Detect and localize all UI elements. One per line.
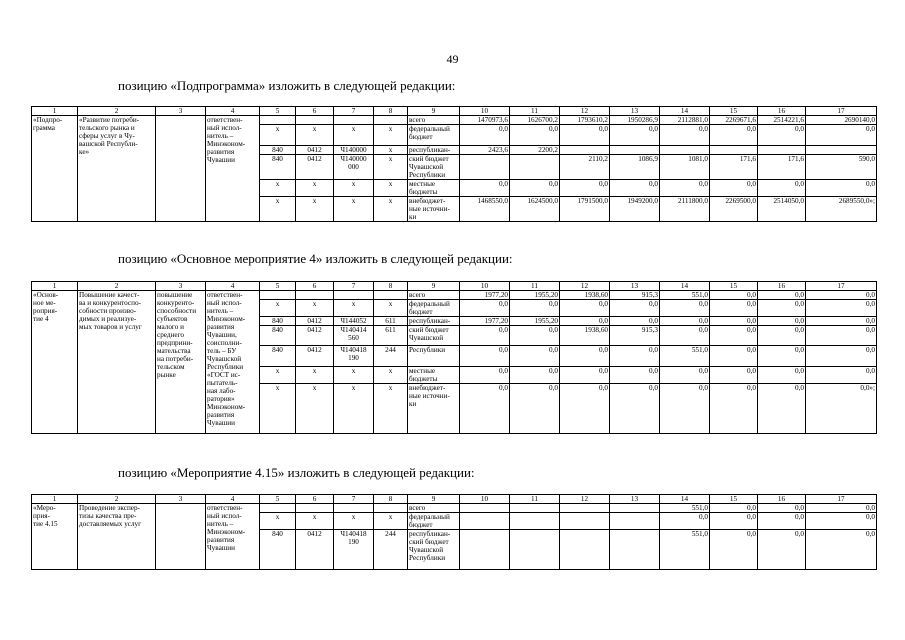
name-cell: Повышение качест- ва и конкурентоспо- собности произво- димых и реализуе- мых товаров и услуг xyxy=(78,291,156,434)
amount-cell-year-2 xyxy=(510,155,560,180)
amount-cell-year-6: 0,0 xyxy=(710,291,758,300)
heading-main-activity-4: позицию «Основное мероприятие 4» изложить в следующей редакции: xyxy=(118,251,513,266)
amount-cell-year-2: 0,0 xyxy=(510,125,560,146)
column-number-13: 13 xyxy=(610,495,660,504)
section-code-cell xyxy=(296,291,334,300)
goal-cell xyxy=(156,504,206,570)
column-number-9: 9 xyxy=(408,282,460,291)
amount-cell-year-8: 0,0 xyxy=(806,326,877,346)
funding-source-cell: федеральный бюджет xyxy=(408,513,460,530)
target-article-cell: Ч144052 xyxy=(334,317,374,326)
target-article-cell xyxy=(334,116,374,125)
section-code-cell: x xyxy=(296,125,334,146)
column-number-2: 2 xyxy=(78,282,156,291)
column-number-12: 12 xyxy=(560,107,610,116)
status-cell: «Подпро- грамма xyxy=(32,116,78,222)
column-number-7: 7 xyxy=(334,282,374,291)
amount-cell-year-3: 0,0 xyxy=(560,300,610,317)
column-number-5: 5 xyxy=(260,495,296,504)
funding-source-cell: республикан- xyxy=(408,146,460,155)
section-code-cell: 0412 xyxy=(296,346,334,367)
amount-cell-year-2: 1955,20 xyxy=(510,291,560,300)
amount-cell-year-3 xyxy=(560,146,610,155)
column-number-15: 15 xyxy=(710,282,758,291)
executor-cell: ответствен- ный испол- нитель – Минэконом- развития Чувашии xyxy=(206,504,260,570)
amount-cell-year-7: 0,0 xyxy=(758,180,806,197)
amount-cell-year-8 xyxy=(806,146,877,155)
column-number-9: 9 xyxy=(408,495,460,504)
amount-cell-year-3 xyxy=(560,530,610,570)
amount-cell-year-6: 0,0 xyxy=(710,125,758,146)
column-number-10: 10 xyxy=(460,495,510,504)
column-number-10: 10 xyxy=(460,107,510,116)
grbs-code-cell: x xyxy=(260,384,296,434)
amount-cell-year-6: 0,0 xyxy=(710,180,758,197)
section-code-cell: x xyxy=(296,367,334,384)
amount-cell-year-4: 0,0 xyxy=(610,384,660,434)
target-article-cell: x xyxy=(334,384,374,434)
amount-cell-year-4: 0,0 xyxy=(610,317,660,326)
expense-type-cell: x xyxy=(374,300,408,317)
expense-type-cell: 611 xyxy=(374,326,408,346)
amount-cell-year-1: 0,0 xyxy=(460,346,510,367)
column-number-6: 6 xyxy=(296,495,334,504)
funding-source-cell: местные бюджеты xyxy=(408,367,460,384)
amount-cell-year-5: 0,0 xyxy=(660,513,710,530)
grbs-code-cell: x xyxy=(260,300,296,317)
amount-cell-year-3: 0,0 xyxy=(560,384,610,434)
expense-type-cell: x xyxy=(374,180,408,197)
amount-cell-year-6: 0,0 xyxy=(710,300,758,317)
column-number-3: 3 xyxy=(156,495,206,504)
amount-cell-year-8: 0,0 xyxy=(806,513,877,530)
amount-cell-year-1: 1977,20 xyxy=(460,317,510,326)
name-cell: Проведение экспер- тизы качества пре- доставляемых услуг xyxy=(78,504,156,570)
column-number-9: 9 xyxy=(408,107,460,116)
amount-cell-year-1: 1468550,0 xyxy=(460,197,510,222)
amount-cell-year-7: 0,0 xyxy=(758,384,806,434)
amount-cell-year-6: 0,0 xyxy=(710,367,758,384)
amount-cell-year-2: 0,0 xyxy=(510,367,560,384)
amount-cell-year-1: 0,0 xyxy=(460,300,510,317)
amount-cell-year-6: 0,0 xyxy=(710,504,758,513)
expense-type-cell: 244 xyxy=(374,346,408,367)
funding-source-cell: всего xyxy=(408,504,460,513)
expense-type-cell xyxy=(374,116,408,125)
amount-cell-year-8: 0,0»; xyxy=(806,384,877,434)
target-article-cell: x xyxy=(334,197,374,222)
amount-cell-year-1 xyxy=(460,155,510,180)
amount-cell-year-8: 590,0 xyxy=(806,155,877,180)
column-number-14: 14 xyxy=(660,282,710,291)
amount-cell-year-3: 0,0 xyxy=(560,317,610,326)
target-article-cell: Ч140414 560 xyxy=(334,326,374,346)
amount-cell-year-3: 0,0 xyxy=(560,346,610,367)
column-number-16: 16 xyxy=(758,282,806,291)
amount-cell-year-4: 915,3 xyxy=(610,291,660,300)
section-code-cell: x xyxy=(296,513,334,530)
amount-cell-year-8: 0,0 xyxy=(806,180,877,197)
column-number-16: 16 xyxy=(758,107,806,116)
grbs-code-cell: 840 xyxy=(260,146,296,155)
amount-cell-year-8: 0,0 xyxy=(806,317,877,326)
section-code-cell: x xyxy=(296,197,334,222)
amount-cell-year-8: 0,0 xyxy=(806,291,877,300)
expense-type-cell: x xyxy=(374,146,408,155)
amount-cell-year-5: 2111800,0 xyxy=(660,197,710,222)
amount-cell-year-2 xyxy=(510,530,560,570)
column-number-4: 4 xyxy=(206,282,260,291)
amount-cell-year-6: 0,0 xyxy=(710,530,758,570)
amount-cell-year-6 xyxy=(710,146,758,155)
section-code-cell: x xyxy=(296,300,334,317)
column-number-4: 4 xyxy=(206,107,260,116)
expense-type-cell: 611 xyxy=(374,317,408,326)
funding-source-cell: федеральный бюджет xyxy=(408,125,460,146)
column-number-12: 12 xyxy=(560,282,610,291)
grbs-code-cell: 840 xyxy=(260,346,296,367)
column-number-4: 4 xyxy=(206,495,260,504)
column-number-7: 7 xyxy=(334,495,374,504)
amount-cell-year-2: 1626700,2 xyxy=(510,116,560,125)
column-number-2: 2 xyxy=(78,495,156,504)
amount-cell-year-5: 0,0 xyxy=(660,180,710,197)
amount-cell-year-4: 0,0 xyxy=(610,180,660,197)
column-number-15: 15 xyxy=(710,495,758,504)
amount-cell-year-1: 2423,6 xyxy=(460,146,510,155)
column-number-13: 13 xyxy=(610,282,660,291)
amount-cell-year-7 xyxy=(758,146,806,155)
amount-cell-year-7: 171,6 xyxy=(758,155,806,180)
amount-cell-year-2: 0,0 xyxy=(510,326,560,346)
column-number-14: 14 xyxy=(660,107,710,116)
column-number-16: 16 xyxy=(758,495,806,504)
amount-cell-year-7: 0,0 xyxy=(758,317,806,326)
amount-cell-year-2 xyxy=(510,513,560,530)
amount-cell-year-3 xyxy=(560,513,610,530)
status-cell: «Основ- ное ме- роприя- тие 4 xyxy=(32,291,78,434)
amount-cell-year-5: 551,0 xyxy=(660,504,710,513)
amount-cell-year-4: 1949200,0 xyxy=(610,197,660,222)
column-number-8: 8 xyxy=(374,282,408,291)
amount-cell-year-7: 0,0 xyxy=(758,300,806,317)
target-article-cell xyxy=(334,291,374,300)
amount-cell-year-3 xyxy=(560,504,610,513)
amount-cell-year-3: 1938,60 xyxy=(560,326,610,346)
column-number-10: 10 xyxy=(460,282,510,291)
target-article-cell: Ч140418 190 xyxy=(334,346,374,367)
amount-cell-year-2: 0,0 xyxy=(510,346,560,367)
amount-cell-year-6: 0,0 xyxy=(710,326,758,346)
amount-cell-year-5: 551,0 xyxy=(660,530,710,570)
funding-source-cell: ский бюджет Чувашской Республики xyxy=(408,155,460,180)
grbs-code-cell xyxy=(260,291,296,300)
table-row xyxy=(32,504,877,513)
column-number-17: 17 xyxy=(806,495,877,504)
amount-cell-year-5: 2112881,0 xyxy=(660,116,710,125)
section-code-cell: x xyxy=(296,384,334,434)
amount-cell-year-1 xyxy=(460,504,510,513)
column-number-17: 17 xyxy=(806,282,877,291)
amount-cell-year-5: 551,0 xyxy=(660,291,710,300)
funding-source-cell: внебюджет- ные источни- ки xyxy=(408,197,460,222)
target-article-cell: x xyxy=(334,180,374,197)
amount-cell-year-1 xyxy=(460,530,510,570)
amount-cell-year-1 xyxy=(460,513,510,530)
amount-cell-year-7: 0,0 xyxy=(758,291,806,300)
section-code-cell xyxy=(296,116,334,125)
column-number-6: 6 xyxy=(296,282,334,291)
amount-cell-year-7: 0,0 xyxy=(758,513,806,530)
amount-cell-year-1: 0,0 xyxy=(460,367,510,384)
column-number-3: 3 xyxy=(156,107,206,116)
target-article-cell: x xyxy=(334,513,374,530)
amount-cell-year-3: 2110,2 xyxy=(560,155,610,180)
amount-cell-year-8: 0,0 xyxy=(806,530,877,570)
target-article-cell xyxy=(334,504,374,513)
column-number-8: 8 xyxy=(374,107,408,116)
grbs-code-cell: 840 xyxy=(260,155,296,180)
column-number-3: 3 xyxy=(156,282,206,291)
amount-cell-year-1: 0,0 xyxy=(460,384,510,434)
target-article-cell: x xyxy=(334,300,374,317)
funding-source-cell: республикан- xyxy=(408,317,460,326)
section-code-cell: 0412 xyxy=(296,146,334,155)
expense-type-cell: x xyxy=(374,197,408,222)
goal-cell xyxy=(156,116,206,222)
amount-cell-year-2: 0,0 xyxy=(510,180,560,197)
amount-cell-year-8: 0,0 xyxy=(806,504,877,513)
target-article-cell: x xyxy=(334,125,374,146)
amount-cell-year-8: 0,0 xyxy=(806,125,877,146)
grbs-code-cell: 840 xyxy=(260,317,296,326)
amount-cell-year-7: 0,0 xyxy=(758,530,806,570)
amount-cell-year-5: 0,0 xyxy=(660,326,710,346)
grbs-code-cell: 840 xyxy=(260,326,296,346)
column-number-6: 6 xyxy=(296,107,334,116)
grbs-code-cell xyxy=(260,116,296,125)
amount-cell-year-7: 2514050,0 xyxy=(758,197,806,222)
amount-cell-year-6: 0,0 xyxy=(710,513,758,530)
amount-cell-year-7: 2514221,6 xyxy=(758,116,806,125)
amount-cell-year-5: 0,0 xyxy=(660,384,710,434)
amount-cell-year-3: 0,0 xyxy=(560,367,610,384)
amount-cell-year-6: 0,0 xyxy=(710,346,758,367)
amount-cell-year-4 xyxy=(610,504,660,513)
section-code-cell: x xyxy=(296,180,334,197)
amount-cell-year-5: 1081,0 xyxy=(660,155,710,180)
amount-cell-year-2: 0,0 xyxy=(510,384,560,434)
funding-source-cell: республикан- ский бюджет Чувашской Республики xyxy=(408,530,460,570)
section-code-cell: 0412 xyxy=(296,317,334,326)
grbs-code-cell: x xyxy=(260,197,296,222)
amount-cell-year-4: 0,0 xyxy=(610,125,660,146)
funding-source-cell: ский бюджет Чувашской xyxy=(408,326,460,346)
amount-cell-year-3: 0,0 xyxy=(560,180,610,197)
grbs-code-cell xyxy=(260,504,296,513)
amount-cell-year-1: 1470973,6 xyxy=(460,116,510,125)
column-number-14: 14 xyxy=(660,495,710,504)
amount-cell-year-5: 551,0 xyxy=(660,346,710,367)
amount-cell-year-5: 0,0 xyxy=(660,125,710,146)
amount-cell-year-3: 0,0 xyxy=(560,125,610,146)
amount-cell-year-2: 1624500,0 xyxy=(510,197,560,222)
amount-cell-year-4: 1950286,9 xyxy=(610,116,660,125)
grbs-code-cell: x xyxy=(260,180,296,197)
expense-type-cell: x xyxy=(374,155,408,180)
grbs-code-cell: x xyxy=(260,367,296,384)
heading-subprogram: позицию «Подпрограмма» изложить в следующей редакции: xyxy=(118,78,456,93)
target-article-cell: Ч140418 190 xyxy=(334,530,374,570)
executor-cell: ответствен- ный испол- нитель – Минэконом- развития Чувашии xyxy=(206,116,260,222)
expense-type-cell xyxy=(374,504,408,513)
column-number-2: 2 xyxy=(78,107,156,116)
amount-cell-year-4: 0,0 xyxy=(610,300,660,317)
amount-cell-year-2: 1955,20 xyxy=(510,317,560,326)
amount-cell-year-4 xyxy=(610,513,660,530)
column-number-11: 11 xyxy=(510,107,560,116)
expense-type-cell: x xyxy=(374,367,408,384)
amount-cell-year-6: 0,0 xyxy=(710,317,758,326)
target-article-cell: Ч140000 xyxy=(334,146,374,155)
column-number-1: 1 xyxy=(32,107,78,116)
expense-type-cell xyxy=(374,291,408,300)
amount-cell-year-6: 2269671,6 xyxy=(710,116,758,125)
funding-source-cell: Республики xyxy=(408,346,460,367)
column-number-5: 5 xyxy=(260,282,296,291)
amount-cell-year-3: 1793610,2 xyxy=(560,116,610,125)
column-number-11: 11 xyxy=(510,282,560,291)
target-article-cell: x xyxy=(334,367,374,384)
expense-type-cell: x xyxy=(374,513,408,530)
amount-cell-year-6: 2269500,0 xyxy=(710,197,758,222)
amount-cell-year-7: 0,0 xyxy=(758,367,806,384)
amount-cell-year-4: 1086,9 xyxy=(610,155,660,180)
goal-cell: повышение конкуренто- способности субъектов малого и среднего предприни- мательства на потреби- тельском рынке xyxy=(156,291,206,434)
funding-source-cell: внебюджет- ные источни- ки xyxy=(408,384,460,434)
amount-cell-year-1: 0,0 xyxy=(460,326,510,346)
grbs-code-cell: 840 xyxy=(260,530,296,570)
amount-cell-year-8: 0,0 xyxy=(806,300,877,317)
grbs-code-cell: x xyxy=(260,513,296,530)
grbs-code-cell: x xyxy=(260,125,296,146)
amount-cell-year-8: 0,0 xyxy=(806,367,877,384)
amount-cell-year-2 xyxy=(510,504,560,513)
column-number-1: 1 xyxy=(32,495,78,504)
amount-cell-year-8: 2690140,0 xyxy=(806,116,877,125)
amount-cell-year-3: 1938,60 xyxy=(560,291,610,300)
section-code-cell xyxy=(296,504,334,513)
column-number-5: 5 xyxy=(260,107,296,116)
amount-cell-year-7: 0,0 xyxy=(758,504,806,513)
column-number-11: 11 xyxy=(510,495,560,504)
amount-cell-year-3: 1791500,0 xyxy=(560,197,610,222)
funding-source-cell: всего xyxy=(408,291,460,300)
amount-cell-year-2: 0,0 xyxy=(510,300,560,317)
expense-type-cell: x xyxy=(374,384,408,434)
amount-cell-year-8: 2689550,0»; xyxy=(806,197,877,222)
amount-cell-year-1: 1977,20 xyxy=(460,291,510,300)
expense-type-cell: 244 xyxy=(374,530,408,570)
amount-cell-year-7: 0,0 xyxy=(758,346,806,367)
amount-cell-year-5: 0,0 xyxy=(660,317,710,326)
column-number-17: 17 xyxy=(806,107,877,116)
amount-cell-year-5: 0,0 xyxy=(660,367,710,384)
amount-cell-year-1: 0,0 xyxy=(460,180,510,197)
amount-cell-year-5 xyxy=(660,146,710,155)
funding-source-cell: местные бюджеты xyxy=(408,180,460,197)
column-number-7: 7 xyxy=(334,107,374,116)
amount-cell-year-7: 0,0 xyxy=(758,326,806,346)
amount-cell-year-6: 0,0 xyxy=(710,384,758,434)
section-code-cell: 0412 xyxy=(296,326,334,346)
section-code-cell: 0412 xyxy=(296,530,334,570)
page-number: 49 xyxy=(446,52,459,66)
target-article-cell: Ч140000 000 xyxy=(334,155,374,180)
amount-cell-year-6: 171,6 xyxy=(710,155,758,180)
executor-cell: ответствен- ный испол- нитель – Минэконом- развития Чувашии, соисполни- тель – БУ Чувашской Республики «ГОСТ ис- пытатель- ная лабо- ратория» Минэконом- развития Чувашии xyxy=(206,291,260,434)
amount-cell-year-7: 0,0 xyxy=(758,125,806,146)
amount-cell-year-4 xyxy=(610,146,660,155)
column-number-8: 8 xyxy=(374,495,408,504)
name-cell: «Развитие потреби- тельского рынка и сферы услуг в Чу- вашской Республи- ке» xyxy=(78,116,156,222)
column-number-15: 15 xyxy=(710,107,758,116)
heading-activity-4-15: позицию «Мероприятие 4.15» изложить в следующей редакции: xyxy=(118,465,475,480)
status-cell: «Меро- прия- тие 4.15 xyxy=(32,504,78,570)
amount-cell-year-4: 915,3 xyxy=(610,326,660,346)
amount-cell-year-4: 0,0 xyxy=(610,346,660,367)
table-row xyxy=(32,291,877,300)
section-code-cell: 0412 xyxy=(296,155,334,180)
expense-type-cell: x xyxy=(374,125,408,146)
column-number-13: 13 xyxy=(610,107,660,116)
funding-source-cell: всего xyxy=(408,116,460,125)
amount-cell-year-4 xyxy=(610,530,660,570)
amount-cell-year-8: 0,0 xyxy=(806,346,877,367)
table-row xyxy=(32,116,877,125)
amount-cell-year-5: 0,0 xyxy=(660,300,710,317)
amount-cell-year-1: 0,0 xyxy=(460,125,510,146)
column-number-1: 1 xyxy=(32,282,78,291)
amount-cell-year-4: 0,0 xyxy=(610,367,660,384)
funding-source-cell: федеральный бюджет xyxy=(408,300,460,317)
amount-cell-year-2: 2200,2 xyxy=(510,146,560,155)
column-number-12: 12 xyxy=(560,495,610,504)
